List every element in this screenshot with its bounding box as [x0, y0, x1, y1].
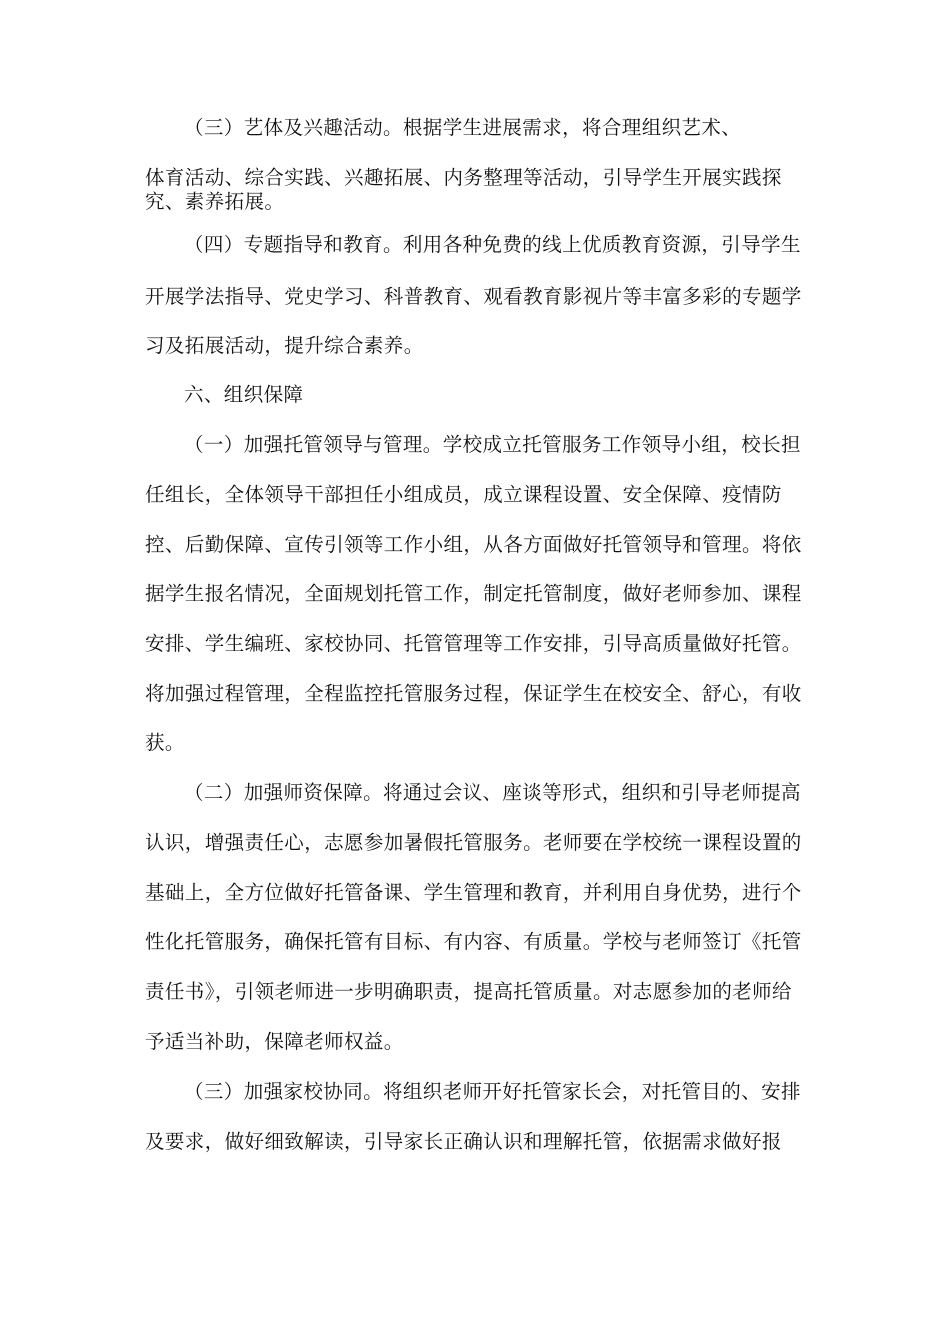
- text-line: 责任书》，引领老师进一步明确职责，提高托管质量。对志愿参加的老师给: [145, 980, 792, 1003]
- text-line: （四）专题指导和教育。利用各种免费的线上优质教育资源，引导学生: [184, 233, 801, 256]
- text-line: 认识，增强责任心，志愿参加暑假托管服务。老师要在学校统一课程设置的: [145, 831, 802, 854]
- section-heading: 六、组织保障: [184, 383, 304, 406]
- text-line: 究、素养拓展。: [145, 190, 285, 213]
- text-line: 性化托管服务，确保托管有目标、有内容、有质量。学校与老师签订《托管: [145, 930, 802, 953]
- text-line: 将加强过程管理，全程监控托管服务过程，保证学生在校安全、舒心，有收: [145, 682, 802, 705]
- text-line: （三）加强家校协同。将组织老师开好托管家长会，对托管目的、安排: [184, 1080, 801, 1103]
- text-line: 安排、学生编班、家校协同、托管管理等工作安排，引导高质量做好托管。: [145, 632, 802, 655]
- text-line: 任组长，全体领导干部担任小组成员，成立课程设置、安全保障、疫情防: [145, 483, 782, 506]
- text-line: 控、后勤保障、宣传引领等工作小组，从各方面做好托管领导和管理。将依: [145, 533, 802, 556]
- text-line: 体育活动、综合实践、兴趣拓展、内务整理等活动，引导学生开展实践探: [145, 166, 782, 189]
- text-line: 及要求，做好细致解读，引导家长正确认识和理解托管，依据需求做好报: [145, 1130, 782, 1153]
- text-line: 予适当补助，保障老师权益。: [145, 1030, 404, 1053]
- text-line: 习及拓展活动，提升综合素养。: [145, 334, 424, 357]
- text-line: 开展学法指导、党史学习、科普教育、观看教育影视片等丰富多彩的专题学: [145, 285, 802, 308]
- text-line: （三）艺体及兴趣活动。根据学生进展需求，将合理组织艺术、: [184, 116, 742, 139]
- text-line: （一）加强托管领导与管理。学校成立托管服务工作领导小组，校长担: [184, 433, 801, 456]
- text-line: 据学生报名情况，全面规划托管工作，制定托管制度，做好老师参加、课程: [145, 582, 802, 605]
- text-line: 获。: [145, 731, 185, 754]
- text-line: 基础上，全方位做好托管备课、学生管理和教育，并利用自身优势，进行个: [145, 881, 802, 904]
- text-line: （二）加强师资保障。将通过会议、座谈等形式，组织和引导老师提高: [184, 781, 801, 804]
